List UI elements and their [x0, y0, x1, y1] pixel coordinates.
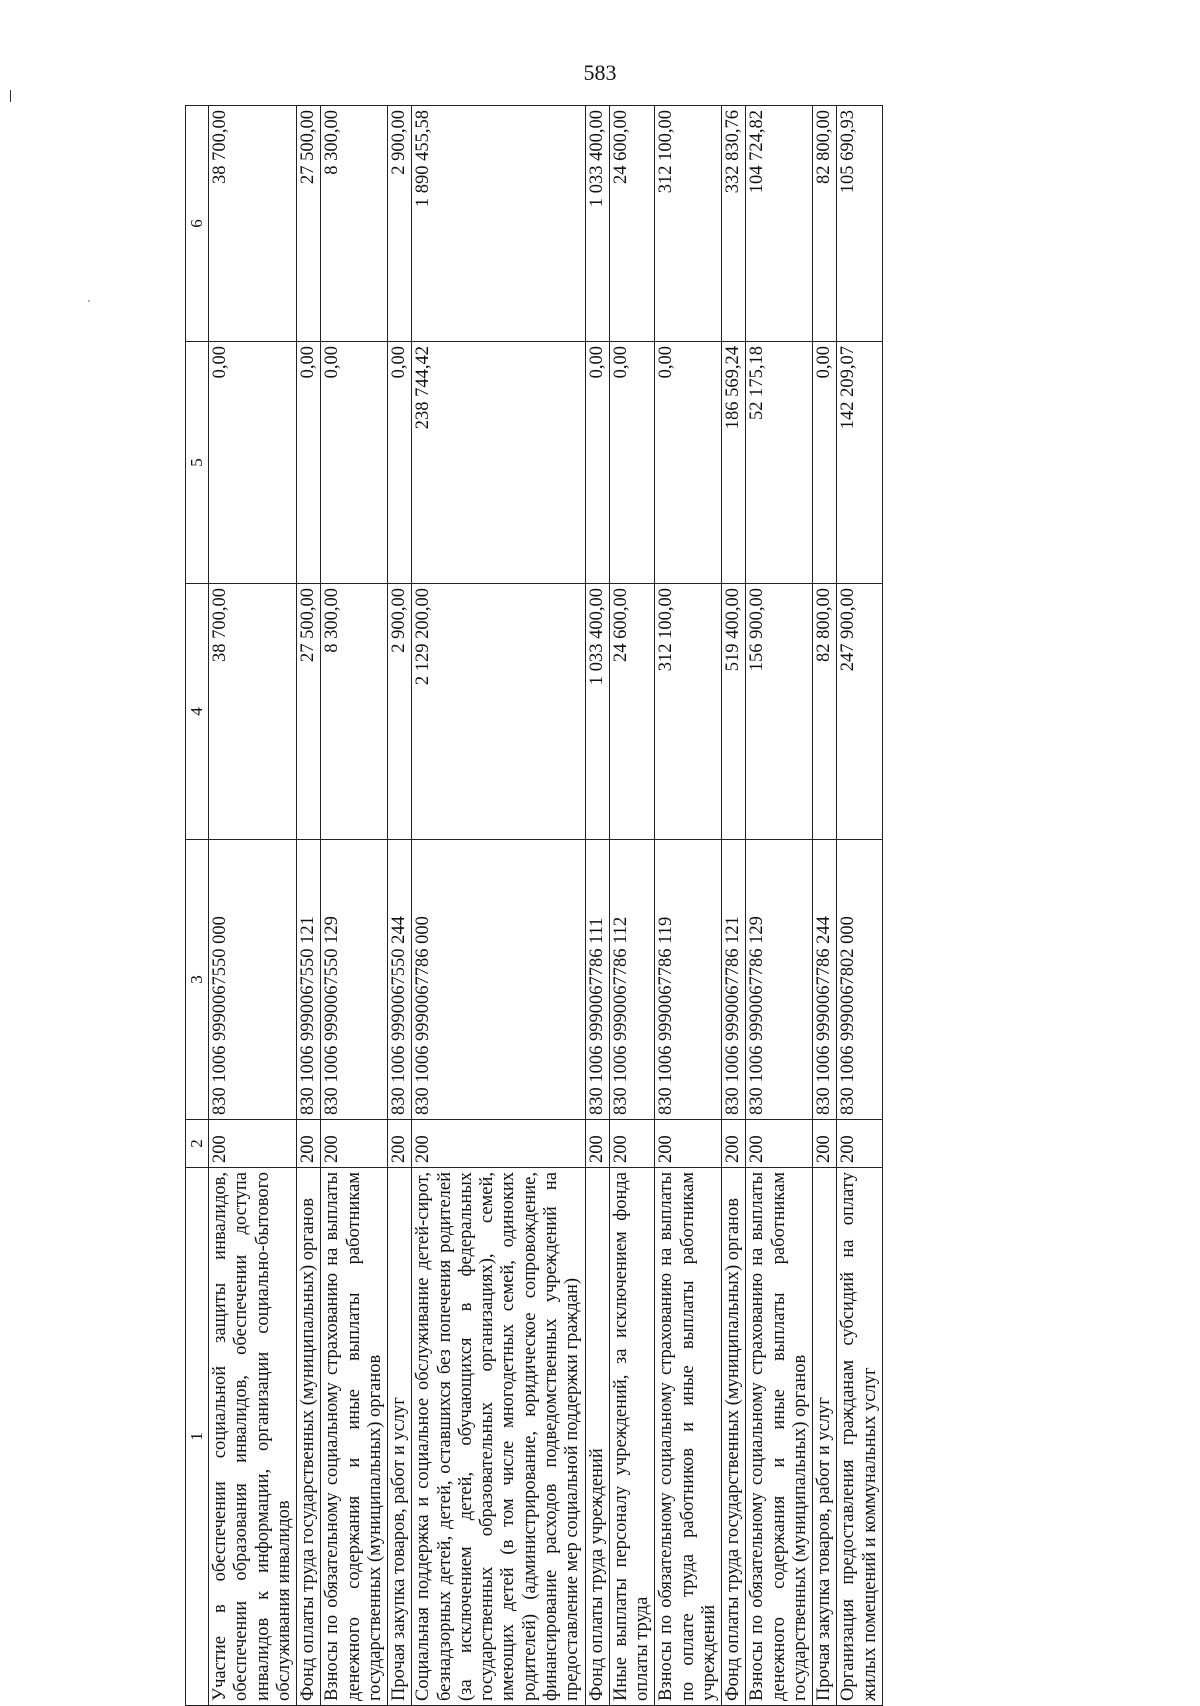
row-kbk-cell: 830 1006 9990067802 000: [837, 840, 883, 1120]
row-kbk-cell: 830 1006 9990067786 111: [585, 840, 609, 1120]
row-plan-cell: 82 800,00: [813, 584, 837, 840]
scan-dot: [88, 300, 90, 302]
row-remainder-cell: 24 600,00: [609, 106, 655, 342]
row-code-cell: 200: [388, 1120, 412, 1168]
row-code-cell: 200: [837, 1120, 883, 1168]
row-kbk-cell: 830 1006 9990067786 112: [609, 840, 655, 1120]
row-plan-cell: 247 900,00: [837, 584, 883, 840]
row-remainder-cell: 104 724,82: [746, 106, 813, 342]
row-code-cell: 200: [321, 1120, 388, 1168]
row-remainder-cell: 1 890 455,58: [412, 106, 585, 342]
table-row: [585, 106, 609, 1706]
row-kbk-cell: 830 1006 9990067786 000: [412, 840, 585, 1120]
row-remainder-cell: 2 900,00: [388, 106, 412, 342]
row-code-cell: 200: [813, 1120, 837, 1168]
row-fact-cell: 0,00: [813, 342, 837, 584]
table-row: [412, 106, 585, 1706]
page-number: 583: [583, 60, 617, 85]
row-fact-cell: 0,00: [297, 342, 321, 584]
row-kbk-cell: 830 1006 9990067786 121: [722, 840, 746, 1120]
row-fact-cell: 52 175,18: [746, 342, 813, 584]
row-fact-cell: 0,00: [321, 342, 388, 584]
row-name-cell: Взносы по обязательному социальному страхованию на выплаты денежного содержания и иные выплаты работникам государственных (муниципальных) органов: [321, 1168, 388, 1706]
row-fact-cell: 0,00: [209, 342, 297, 584]
row-name-cell: Прочая закупка товаров, работ и услуг: [813, 1168, 837, 1706]
row-fact-cell: 142 209,07: [837, 342, 883, 584]
row-name-cell: Взносы по обязательному социальному страхованию на выплаты по оплате труда работников и иные выплаты работникам учреждений: [655, 1168, 722, 1706]
table-container: [185, 106, 1095, 1706]
row-plan-cell: 312 100,00: [655, 584, 722, 840]
header-row: [186, 106, 209, 1706]
row-remainder-cell: 82 800,00: [813, 106, 837, 342]
row-name-cell: Фонд оплаты труда учреждений: [585, 1168, 609, 1706]
column-header: 5: [186, 342, 209, 584]
scan-mark: [10, 90, 11, 102]
table-row: [388, 106, 412, 1706]
table-row: [746, 106, 813, 1706]
budget-table: [185, 105, 883, 1706]
table-row: [297, 106, 321, 1706]
row-fact-cell: 0,00: [655, 342, 722, 584]
row-name-cell: Взносы по обязательному социальному страхованию на выплаты денежного содержания и иные выплаты работникам государственных (муниципальных) органов: [746, 1168, 813, 1706]
row-name-cell: Организация предоставления гражданам субсидий на оплату жилых помещений и коммунальных услуг: [837, 1168, 883, 1706]
table-row: [209, 106, 297, 1706]
table-row: [655, 106, 722, 1706]
row-code-cell: 200: [297, 1120, 321, 1168]
row-fact-cell: 186 569,24: [722, 342, 746, 584]
row-code-cell: 200: [412, 1120, 585, 1168]
row-kbk-cell: 830 1006 9990067786 244: [813, 840, 837, 1120]
row-kbk-cell: 830 1006 9990067550 121: [297, 840, 321, 1120]
row-plan-cell: 2 129 200,00: [412, 584, 585, 840]
row-name-cell: Участие в обеспечении социальной защиты инвалидов, обеспечении образования инвалидов, обеспечении доступа инвалидов к информации, организации социально-бытового обслуживания инвалидов: [209, 1168, 297, 1706]
row-code-cell: 200: [209, 1120, 297, 1168]
row-name-cell: Прочая закупка товаров, работ и услуг: [388, 1168, 412, 1706]
column-header: 3: [186, 840, 209, 1120]
row-remainder-cell: 8 300,00: [321, 106, 388, 342]
column-header: 4: [186, 584, 209, 840]
row-name-cell: Фонд оплаты труда государственных (муниципальных) органов: [297, 1168, 321, 1706]
row-kbk-cell: 830 1006 9990067786 119: [655, 840, 722, 1120]
row-code-cell: 200: [655, 1120, 722, 1168]
row-plan-cell: 156 900,00: [746, 584, 813, 840]
row-plan-cell: 1 033 400,00: [585, 584, 609, 840]
row-fact-cell: 0,00: [388, 342, 412, 584]
row-kbk-cell: 830 1006 9990067550 000: [209, 840, 297, 1120]
row-fact-cell: 0,00: [585, 342, 609, 584]
row-kbk-cell: 830 1006 9990067786 129: [746, 840, 813, 1120]
row-plan-cell: 519 400,00: [722, 584, 746, 840]
column-header: 6: [186, 106, 209, 342]
row-plan-cell: 2 900,00: [388, 584, 412, 840]
row-plan-cell: 8 300,00: [321, 584, 388, 840]
table-row: [609, 106, 655, 1706]
row-code-cell: 200: [585, 1120, 609, 1168]
row-remainder-cell: 105 690,93: [837, 106, 883, 342]
row-code-cell: 200: [722, 1120, 746, 1168]
row-kbk-cell: 830 1006 9990067550 129: [321, 840, 388, 1120]
row-name-cell: Иные выплаты персоналу учреждений, за исключением фонда оплаты труда: [609, 1168, 655, 1706]
row-code-cell: 200: [746, 1120, 813, 1168]
row-plan-cell: 27 500,00: [297, 584, 321, 840]
column-header: 2: [186, 1120, 209, 1168]
table-row: [837, 106, 883, 1706]
row-code-cell: 200: [609, 1120, 655, 1168]
row-plan-cell: 38 700,00: [209, 584, 297, 840]
row-remainder-cell: 27 500,00: [297, 106, 321, 342]
table-row: [321, 106, 388, 1706]
row-plan-cell: 24 600,00: [609, 584, 655, 840]
row-remainder-cell: 312 100,00: [655, 106, 722, 342]
rotated-table-frame: [185, 106, 1095, 1706]
row-remainder-cell: 38 700,00: [209, 106, 297, 342]
row-fact-cell: 238 744,42: [412, 342, 585, 584]
row-fact-cell: 0,00: [609, 342, 655, 584]
row-kbk-cell: 830 1006 9990067550 244: [388, 840, 412, 1120]
row-name-cell: Социальная поддержка и социальное обслуживание детей-сирот, безнадзорных детей, детей, оставшихся без попечения родителей (за исключением детей, обучающихся в федеральных государственных образовательных организациях), семей, имеющих детей (в том числе многодетных семей, одиноких родителей) (администрирование, юридическое сопровождение, финансирование расходов подведомственных учреждений на предоставление мер социальной поддержки граждан): [412, 1168, 585, 1706]
column-header: 1: [186, 1168, 209, 1706]
table-row: [813, 106, 837, 1706]
row-remainder-cell: 332 830,76: [722, 106, 746, 342]
row-remainder-cell: 1 033 400,00: [585, 106, 609, 342]
row-name-cell: Фонд оплаты труда государственных (муниципальных) органов: [722, 1168, 746, 1706]
table-row: [722, 106, 746, 1706]
